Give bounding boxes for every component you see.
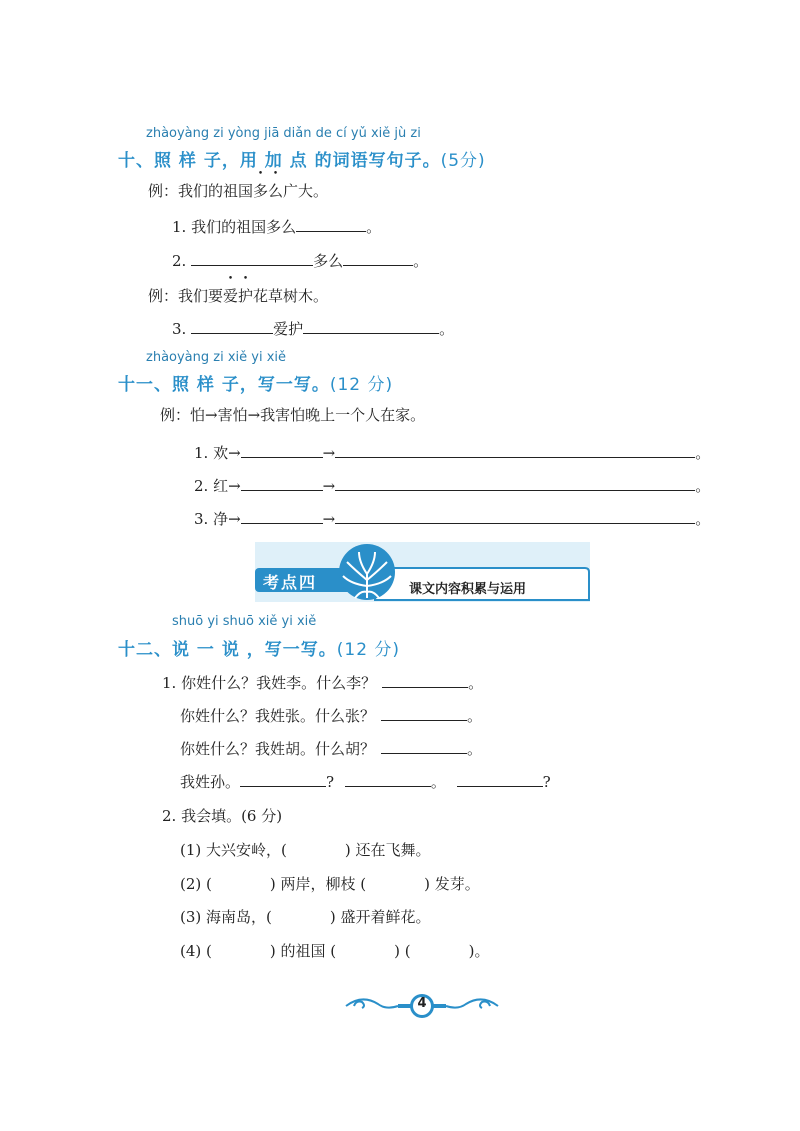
section10-pinyin: zhàoyàng zi yòng jiā diǎn de cí yǔ xiě jù zi: [146, 126, 421, 141]
item-end: 。: [695, 444, 711, 462]
section11-heading: [118, 370, 393, 395]
section11-item: [194, 442, 710, 463]
banner-tag: 考点四: [263, 573, 318, 592]
q3-mid: 爱护: [273, 320, 304, 338]
page-footer: [342, 990, 502, 1020]
section12-q1-line: [162, 672, 483, 693]
fill-text: ) (: [394, 942, 411, 960]
q1-last-prefix: 我姓孙。: [180, 773, 241, 791]
example2-dotted-char: 爱: [223, 287, 239, 305]
item-blank-word[interactable]: [241, 509, 323, 524]
q1-end: 。: [366, 218, 382, 236]
q2-blank-1[interactable]: [191, 251, 313, 266]
section10-score: (5分): [440, 151, 486, 171]
q1-last-dot: 。: [430, 773, 446, 791]
item-arrow: →: [322, 444, 336, 462]
item-label: 1. 欢→: [194, 444, 241, 462]
item-blank-sentence[interactable]: [335, 443, 695, 458]
q3-end: 。: [439, 320, 455, 338]
example2-prefix: 例：我们要: [148, 287, 224, 305]
section10-q3: [172, 318, 454, 339]
section12-heading: [118, 635, 400, 660]
fill-text: ) 还在飞舞。: [344, 841, 431, 859]
q1-line-blank[interactable]: [381, 739, 467, 754]
fill-line-4: [180, 940, 489, 961]
q1-blank[interactable]: [296, 217, 366, 232]
example2-dotted-char: 护: [238, 287, 254, 305]
banner-text: 课文内容积累与运用: [409, 582, 527, 597]
q1-line-blank[interactable]: [381, 706, 467, 721]
section10-title: 十、照 样 子，用 加 点 的词语写句子。: [118, 151, 441, 171]
fill-text: ) 两岸，柳枝 (: [269, 875, 367, 893]
q1-last-q2: ?: [542, 773, 551, 791]
q2-num: 2.: [172, 252, 187, 270]
section12-q1-line: [180, 738, 482, 759]
section12-q2-title: 2. 我会填。(6 分): [162, 807, 283, 825]
q1-last-blank-1[interactable]: [240, 772, 326, 787]
section12-title: 十二、说 一 说 ，写一写。: [118, 640, 337, 660]
item-arrow: →: [322, 477, 336, 495]
section10-example2: [148, 285, 328, 306]
q1-line-end: 。: [467, 740, 483, 758]
section11-pinyin: zhàoyàng zi xiě yi xiě: [146, 350, 287, 365]
fill-text: ) 发芽。: [424, 875, 480, 893]
fill-text: ) 盛开着鲜花。: [329, 908, 431, 926]
item-blank-word[interactable]: [241, 476, 323, 491]
fill-text: (3) 海南岛，(: [180, 908, 272, 926]
item-end: 。: [695, 510, 711, 528]
q2-blank-2[interactable]: [343, 251, 413, 266]
example1-dotted-char: 么: [268, 182, 284, 200]
q3-num: 3.: [172, 320, 187, 338]
fill-text: ) 的祖国 (: [269, 942, 337, 960]
section10-q2: [172, 250, 428, 271]
q1-last-blank-2[interactable]: [345, 772, 431, 787]
q1-line-text: 你姓什么？我姓胡。什么胡？: [180, 740, 376, 758]
section11-title: 十一、照 样 子，写一写。: [118, 375, 330, 395]
q1-text: 1. 我们的祖国多么: [172, 218, 297, 236]
item-label: 3. 净→: [194, 510, 241, 528]
section12-pinyin: shuō yi shuō xiě yi xiě: [172, 614, 317, 629]
fill-text: )。: [468, 942, 490, 960]
q2-end: 。: [413, 252, 429, 270]
section11-example: 例：怕→害怕→我害怕晚上一个人在家。: [160, 406, 426, 424]
section12-score: (12 分): [336, 640, 401, 660]
fill-text: (4) (: [180, 942, 212, 960]
q3-blank-2[interactable]: [303, 319, 439, 334]
fill-text: (2) (: [180, 875, 212, 893]
fill-text: (1) 大兴安岭，(: [180, 841, 287, 859]
section10-heading: [118, 146, 486, 171]
section12-q1-line: [180, 705, 482, 726]
fill-line-2: [180, 873, 480, 894]
fill-line-1: [180, 839, 431, 860]
fill-line-3: [180, 906, 431, 927]
example1-suffix: 广大。: [283, 182, 329, 200]
q3-blank-1[interactable]: [191, 319, 273, 334]
q1-line-end: 。: [468, 674, 484, 692]
section10-q1: [172, 216, 381, 237]
section11-score: (12 分): [329, 375, 394, 395]
section11-item: [194, 508, 710, 529]
kaodian-banner: [255, 540, 590, 604]
item-blank-sentence[interactable]: [335, 476, 695, 491]
q1-line-text: 1. 你姓什么？我姓李。什么李？: [162, 674, 377, 692]
q1-line-blank[interactable]: [382, 673, 468, 688]
item-arrow: →: [322, 510, 336, 528]
q1-line-text: 你姓什么？我姓张。什么张？: [180, 707, 376, 725]
q1-last-q: ?: [326, 773, 335, 791]
q1-last-blank-3[interactable]: [457, 772, 543, 787]
item-end: 。: [695, 477, 711, 495]
page-number: 4: [417, 996, 427, 1011]
section12-q1-last: [180, 771, 551, 792]
item-blank-sentence[interactable]: [335, 509, 695, 524]
item-label: 2. 红→: [194, 477, 241, 495]
example1-dotted-char: 多: [253, 182, 269, 200]
q1-line-end: 。: [467, 707, 483, 725]
q2-mid: 多么: [313, 252, 344, 270]
section11-item: [194, 475, 710, 496]
item-blank-word[interactable]: [241, 443, 323, 458]
example2-suffix: 花草树木。: [253, 287, 329, 305]
section10-example1: [148, 180, 328, 201]
example1-prefix: 例：我们的祖国: [148, 182, 254, 200]
